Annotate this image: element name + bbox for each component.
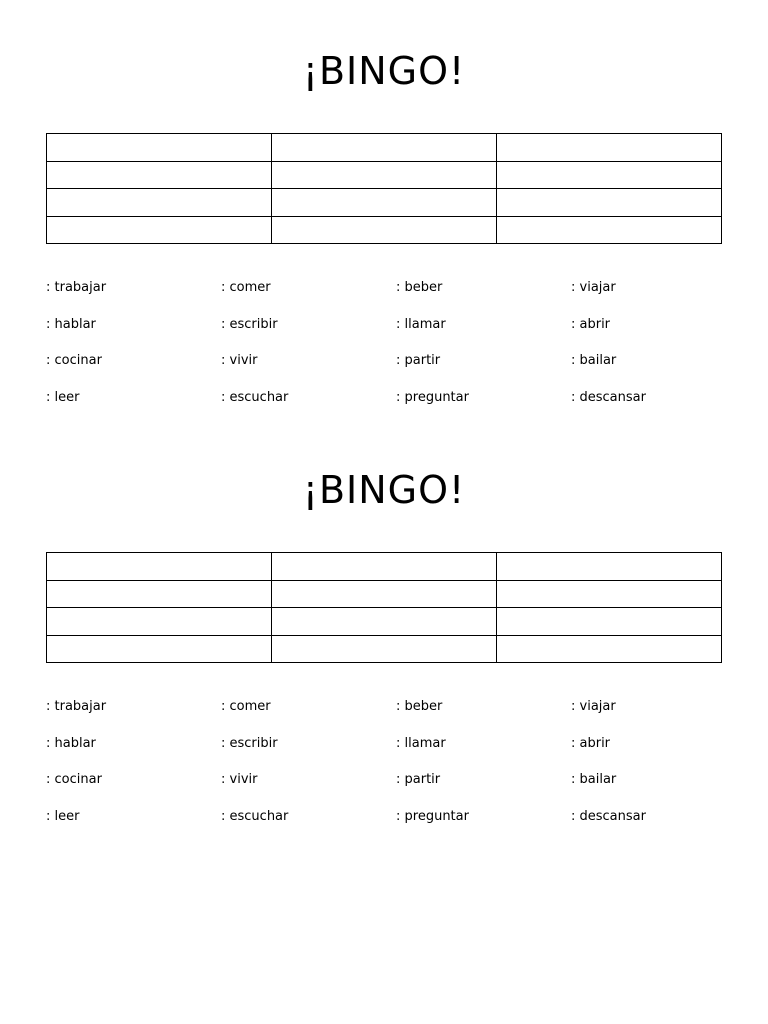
word-list bbox=[46, 279, 746, 425]
word-item: : leer bbox=[46, 808, 80, 824]
grid-cell bbox=[497, 216, 722, 244]
word-item: : llamar bbox=[396, 735, 446, 751]
grid-cell bbox=[47, 216, 272, 244]
word-item: : viajar bbox=[571, 280, 616, 295]
grid-cell bbox=[497, 553, 722, 581]
word-item: : leer bbox=[46, 389, 80, 405]
word-item: : vivir bbox=[221, 353, 258, 368]
bingo-title: ¡BINGO! bbox=[302, 468, 466, 512]
word-item: : bailar bbox=[571, 772, 617, 787]
bingo-card-2 bbox=[0, 419, 768, 839]
bingo-card-1 bbox=[0, 0, 768, 420]
grid-row bbox=[47, 608, 722, 636]
word-item: : viajar bbox=[571, 699, 616, 714]
word-item: : trabajar bbox=[46, 699, 107, 714]
grid-row bbox=[47, 161, 722, 189]
word-item: : beber bbox=[396, 280, 443, 295]
bingo-grid bbox=[46, 133, 722, 244]
word-item: : partir bbox=[396, 353, 441, 368]
grid-row bbox=[47, 216, 722, 244]
grid-cell bbox=[497, 189, 722, 217]
word-item: : beber bbox=[396, 699, 443, 714]
grid-row bbox=[47, 635, 722, 663]
word-item: : hablar bbox=[46, 735, 96, 751]
word-row bbox=[46, 771, 746, 808]
grid-cell bbox=[272, 161, 497, 189]
word-item: : llamar bbox=[396, 316, 446, 332]
grid-cell bbox=[497, 134, 722, 162]
word-item: : bailar bbox=[571, 353, 617, 368]
grid-cell bbox=[272, 608, 497, 636]
grid-cell bbox=[272, 216, 497, 244]
word-item: : cocinar bbox=[46, 772, 102, 787]
word-item: : comer bbox=[221, 280, 271, 295]
grid-cell bbox=[272, 189, 497, 217]
word-item: : abrir bbox=[571, 735, 611, 751]
word-item: : preguntar bbox=[396, 389, 469, 405]
word-row bbox=[46, 279, 746, 316]
grid-cell bbox=[47, 553, 272, 581]
word-item: : abrir bbox=[571, 316, 611, 332]
grid-row bbox=[47, 580, 722, 608]
grid-cell bbox=[272, 134, 497, 162]
word-item: : cocinar bbox=[46, 353, 102, 368]
word-item: : escuchar bbox=[221, 389, 289, 405]
word-item: : vivir bbox=[221, 772, 258, 787]
grid-row bbox=[47, 134, 722, 162]
grid-cell bbox=[47, 608, 272, 636]
grid-cell bbox=[47, 580, 272, 608]
grid-cell bbox=[47, 134, 272, 162]
word-row bbox=[46, 698, 746, 735]
grid-row bbox=[47, 553, 722, 581]
grid-cell bbox=[497, 635, 722, 663]
grid-row bbox=[47, 189, 722, 217]
grid-cell bbox=[497, 580, 722, 608]
word-item: : escuchar bbox=[221, 808, 289, 824]
word-item: : escribir bbox=[221, 735, 278, 751]
word-item: : hablar bbox=[46, 316, 96, 332]
word-item: : preguntar bbox=[396, 808, 469, 824]
word-row bbox=[46, 316, 746, 353]
grid-cell bbox=[272, 553, 497, 581]
bingo-title: ¡BINGO! bbox=[302, 49, 466, 93]
word-item: : comer bbox=[221, 699, 271, 714]
grid-cell bbox=[47, 635, 272, 663]
word-item: : escribir bbox=[221, 316, 278, 332]
grid-cell bbox=[47, 189, 272, 217]
word-item: : trabajar bbox=[46, 280, 107, 295]
grid-cell bbox=[272, 580, 497, 608]
word-item: : descansar bbox=[571, 808, 646, 824]
bingo-grid bbox=[46, 552, 722, 663]
word-row bbox=[46, 808, 746, 845]
grid-cell bbox=[497, 608, 722, 636]
word-row bbox=[46, 352, 746, 389]
word-item: : descansar bbox=[571, 389, 646, 405]
grid-cell bbox=[272, 635, 497, 663]
word-row bbox=[46, 735, 746, 772]
word-item: : partir bbox=[396, 772, 441, 787]
grid-cell bbox=[497, 161, 722, 189]
grid-cell bbox=[47, 161, 272, 189]
word-list bbox=[46, 698, 746, 844]
